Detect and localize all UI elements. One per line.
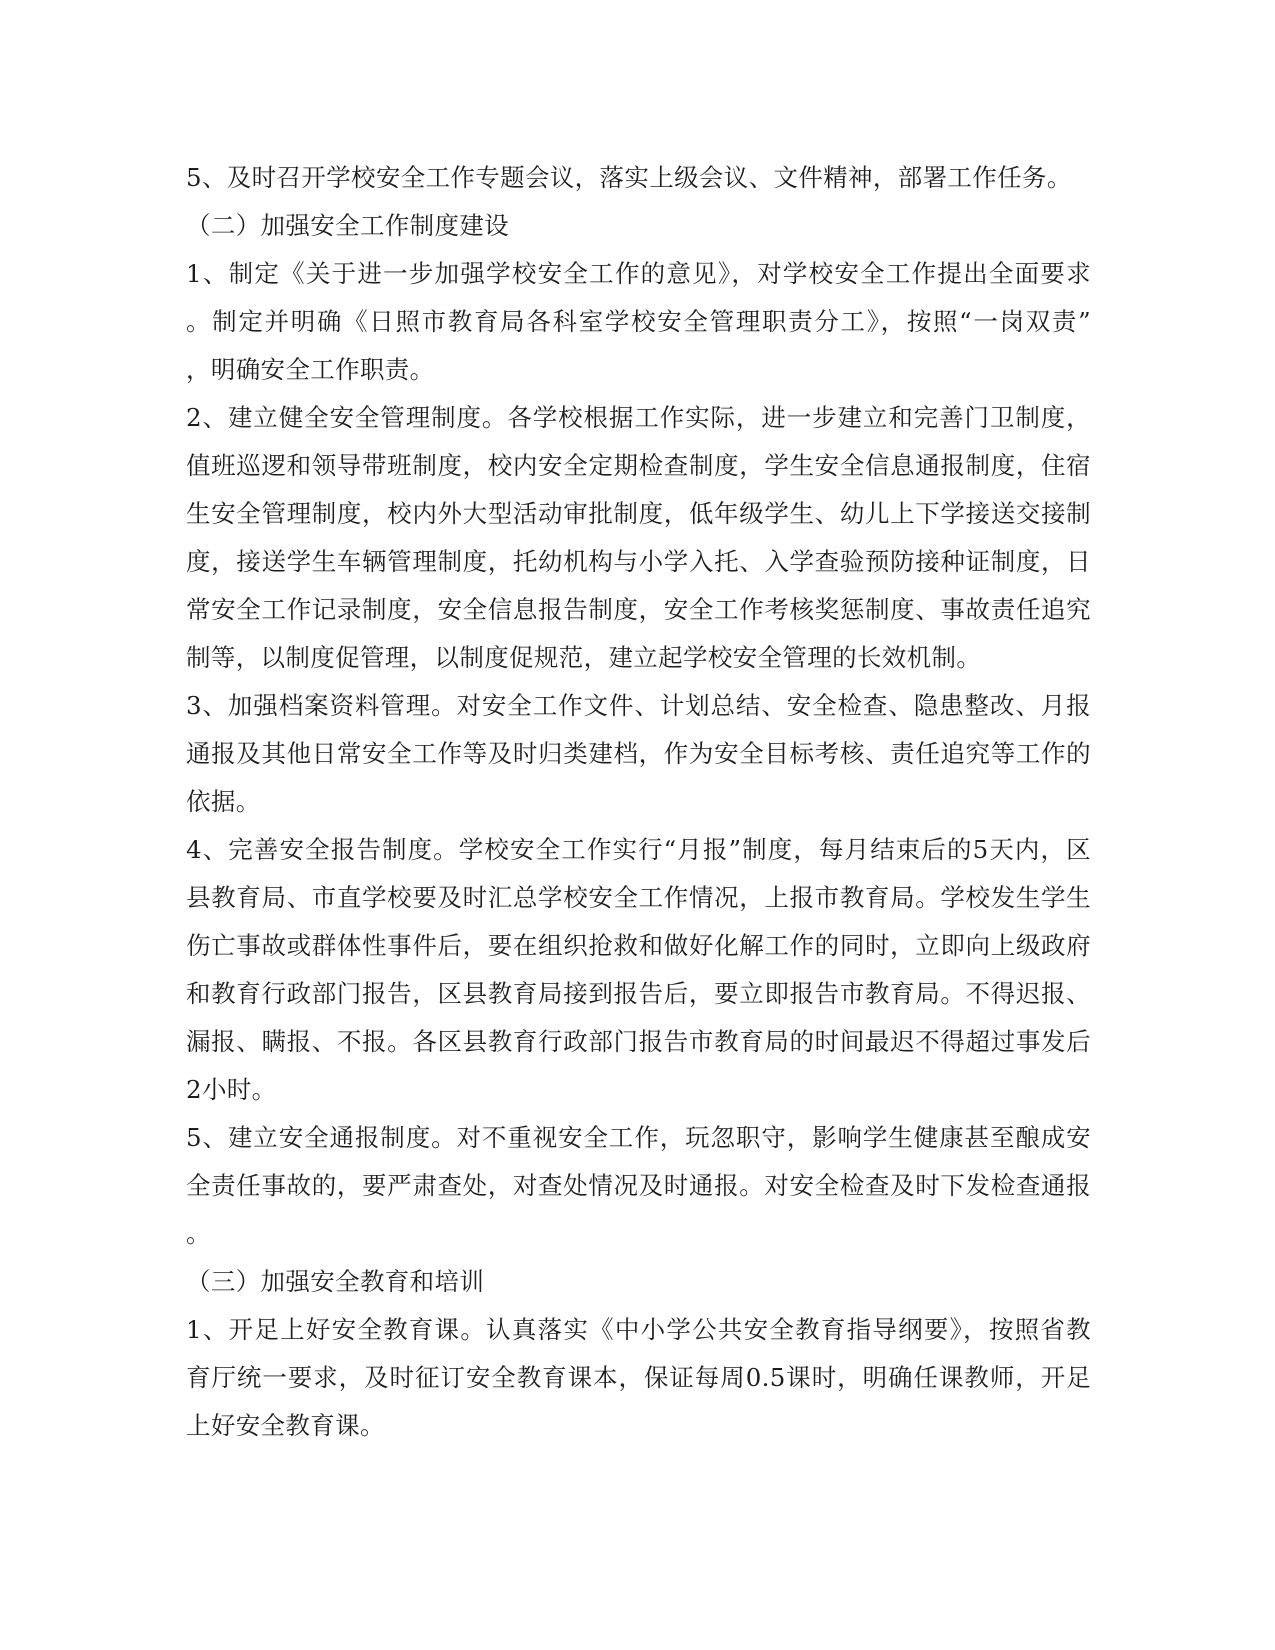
text-line: 2小时。 [186, 1075, 277, 1104]
text-line: 。制定并明确《日照市教育局各科室学校安全管理职责分工》，按照“一岗双责” [186, 307, 1091, 336]
text-line: 县教育局、市直学校要及时汇总学校安全工作情况，上报市教育局。学校发生学生 [186, 883, 1091, 912]
text-line: 全责任事故的，要严肃查处，对查处情况及时通报。对安全检查及时下发检查通报 [186, 1171, 1091, 1200]
text-line: 育厅统一要求，及时征订安全教育课本，保证每周0.5课时，明确任课教师，开足 [186, 1363, 1091, 1392]
text-line: 上好安全教育课。 [186, 1411, 385, 1440]
text-line: 1、制定《关于进一步加强学校安全工作的意见》，对学校安全工作提出全面要求 [186, 259, 1091, 288]
text-line: 漏报、瞒报、不报。各区县教育行政部门报告市教育局的时间最迟不得超过事发后 [186, 1027, 1091, 1056]
text-line: （三）加强安全教育和培训 [186, 1267, 485, 1296]
text-line: 度，接送学生车辆管理制度，托幼机构与小学入托、入学查验预防接种证制度，日 [186, 547, 1091, 576]
text-line: 常安全工作记录制度，安全信息报告制度，安全工作考核奖惩制度、事故责任追究 [186, 595, 1091, 624]
text-line: （二）加强安全工作制度建设 [186, 211, 510, 240]
text-line: 1、开足上好安全教育课。认真落实《中小学公共安全教育指导纲要》，按照省教 [186, 1315, 1091, 1344]
text-line: 制等，以制度促管理，以制度促规范，建立起学校安全管理的长效机制。 [186, 643, 982, 672]
text-line: 2、建立健全安全管理制度。各学校根据工作实际，进一步建立和完善门卫制度， [186, 403, 1091, 432]
text-line: 5、建立安全通报制度。对不重视安全工作，玩忽职守，影响学生健康甚至酿成安 [186, 1123, 1091, 1152]
text-line: 。 [186, 1219, 211, 1248]
text-line: 依据。 [186, 787, 261, 816]
document-body [186, 154, 1091, 1450]
text-line: 5、及时召开学校安全工作专题会议，落实上级会议、文件精神，部署工作任务。 [186, 163, 1072, 192]
text-line: ，明确安全工作职责。 [186, 355, 435, 384]
text-line: 值班巡逻和领导带班制度，校内安全定期检查制度，学生安全信息通报制度，住宿 [186, 451, 1091, 480]
text-line: 伤亡事故或群体性事件后，要在组织抢救和做好化解工作的同时，立即向上级政府 [186, 931, 1091, 960]
text-line: 4、完善安全报告制度。学校安全工作实行“月报”制度，每月结束后的5天内，区 [186, 835, 1091, 864]
text-line: 3、加强档案资料管理。对安全工作文件、计划总结、安全检查、隐患整改、月报 [186, 691, 1091, 720]
text-line: 和教育行政部门报告，区县教育局接到报告后，要立即报告市教育局。不得迟报、 [186, 979, 1091, 1008]
text-line: 通报及其他日常安全工作等及时归类建档，作为安全目标考核、责任追究等工作的 [186, 739, 1091, 768]
text-line: 生安全管理制度，校内外大型活动审批制度，低年级学生、幼儿上下学接送交接制 [186, 499, 1091, 528]
